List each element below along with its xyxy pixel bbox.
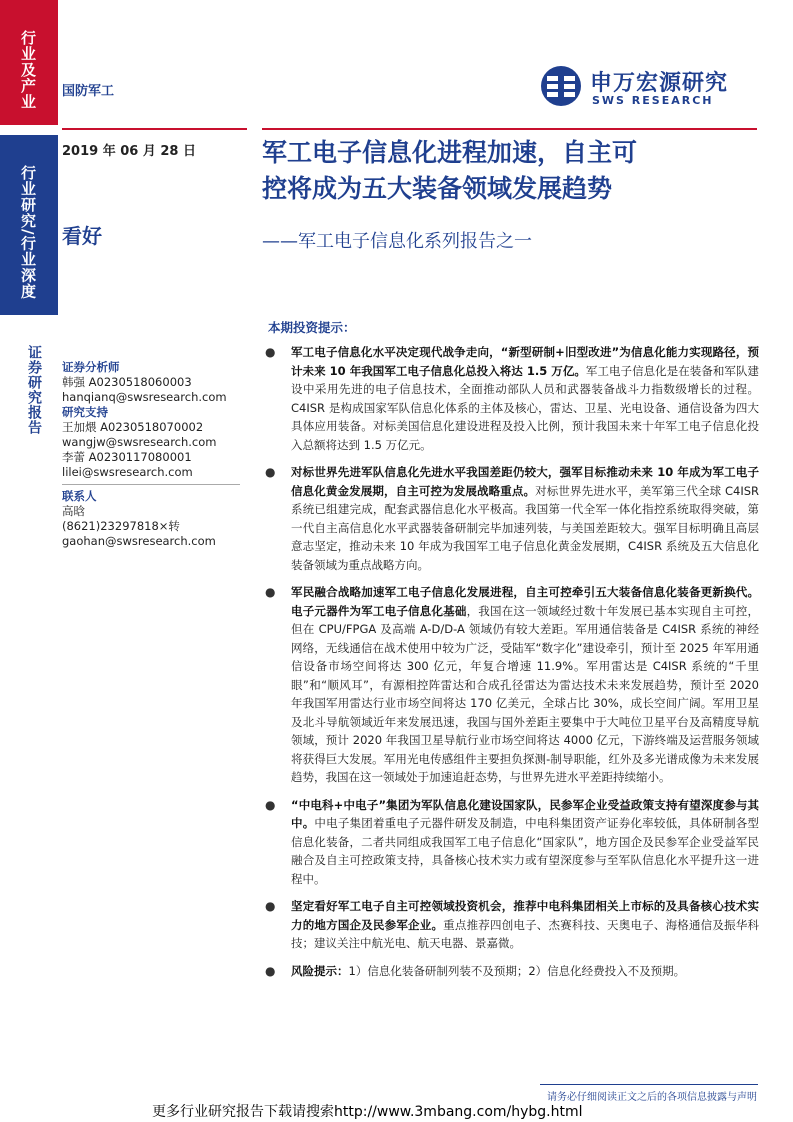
hint-bold: 风险提示： (291, 963, 349, 978)
report-title (262, 135, 762, 207)
hint-bold: 对标世界先进军队信息化先进水平我国差距仍较大，强军目标推动未来 10 年成为军工电子信息化黄金发展期，自主可控为发展战略重点。 (291, 465, 759, 498)
contact-phone: (8621)23297818×转 (62, 519, 180, 533)
divider-left (62, 128, 247, 130)
hint-item (262, 897, 759, 953)
bullet-icon: ● (265, 963, 276, 978)
hint-item (262, 583, 759, 787)
bullet-icon: ● (265, 345, 276, 359)
side-label-industry: 行业及产业 (19, 30, 37, 110)
hint-text: 军工电子信息化是在装备和军队建设中采用先进的电子信息技术，全面推动部队人员和武器装备战斗力指数级增长的过程。C4ISR 是构成国家军队信息化体系的主体及核心，雷达、卫星、光电设备、通信设备为四大具体应用装备。对标美国信息化建设进程及投入比例，预计我国未来十年军工电子信息化投入总额将达到 1.5 万亿元。 (291, 363, 759, 452)
hint-item (262, 962, 759, 981)
hint-text: 对标世界先进水平，美军第三代全球 C4ISR 系统已组建完成，配套武器信息化水平极高。我国第一代全军一体化指控系统取得突破，第一代自主高信息化水平武器装备研制完毕加速列装，与美国差距较大。强军目标明确且高层意志坚定，推动未来 10 年成为我国军工电子信息化黄金发展期，C4ISR 系统及五大信息化装备领域为重点战略方向。 (291, 483, 760, 572)
analyst-heading: 证券分析师 (62, 360, 120, 374)
sws-logo-icon (540, 62, 582, 110)
investment-hints-heading: 本期投资提示： (268, 320, 356, 335)
rating-label: 看好 (62, 224, 102, 248)
support-email-1: wangjw@swsresearch.com (62, 435, 217, 449)
bullet-icon: ● (265, 797, 276, 812)
investment-hints (262, 343, 759, 989)
support-name-1: 王加煨 A0230518070002 (62, 420, 204, 434)
hint-bold: 坚定看好军工电子自主可控领域投资机会，推荐中电科集团相关上市标的及具备核心技术实力的地方国企及民参军企业。 (291, 899, 759, 932)
support-email-2: lilei@swsresearch.com (62, 465, 193, 479)
hint-item (262, 343, 759, 454)
sws-logo (540, 62, 755, 110)
hint-text: ，我国在这一领域经过数十年发展已基本实现自主可控，但在 CPU/FPGA 及高端 A-D/D-A 领域仍有较大差距。军用通信装备是 C4ISR 系统的神经网络，无线通信在战术使用中较为广泛，受陆军“数字化”建设牵引，预计至 2025 年军用通信设备市场空间将达 300 亿元，年复合增速 11.9%。军用雷达是 C4ISR 系统的“千里眼”和“顺风耳”，有源相控阵雷达和合成孔径雷达为雷达技术未来发展趋势，预计至 2020 年我国军用雷达行业市场空间将达 170 亿美元，全球占比 30%，成长空间广阔。军用卫星及北斗导航领域近年来发展迅速，我国与国外差距主要集中于大吨位卫星平台及高精度导航领域，预计 2020 年我国卫星导航行业市场空间将达 4000 亿元，下游终端及运营服务领域将获得巨大发展。军用光电传感组件主要担负探测-制导职能，红外及多光谱成像为未来发展趋势，我国在这一领域处于加速追赶态势，与世界先进水平差距持续缩小。 (291, 603, 759, 784)
hint-text: 中电子集团着重电子元器件研发及制造，中电科集团资产证券化率较低，具体研制各型信息化装备，二者共同组成我国军工电子信息化“国家队”，地方国企及民参军企业受益军民融合及自主可控政策支持，具备核心技术实力或有望深度参与至军队信息化水平提升这一进程中。 (291, 816, 760, 886)
analyst-name: 韩强 A0230518060003 (62, 375, 192, 389)
title-line-2: 控将成为五大装备领域发展趋势 (262, 174, 613, 203)
support-name-2: 李蕾 A0230117080001 (62, 450, 192, 464)
side-label-research: 行业研究/行业深度 (19, 165, 37, 300)
side-label-securities: 证券研究报告 (26, 345, 42, 435)
hint-bold: 军民融合战略加速军工电子信息化发展进程，自主可控牵引五大装备信息化装备更新换代。电子元器件为军工电子信息化基础 (291, 585, 759, 618)
analyst-email: hanqianq@swsresearch.com (62, 390, 227, 404)
support-heading: 研究支持 (62, 405, 108, 419)
hint-item (262, 463, 759, 574)
analyst-info (62, 360, 252, 549)
divider-right (262, 128, 757, 130)
title-line-1: 军工电子信息化进程加速，自主可 (262, 138, 638, 167)
sector-label: 国防军工 (62, 84, 115, 99)
logo-text-en: SWS RESEARCH (592, 94, 714, 107)
contact-heading: 联系人 (62, 489, 97, 503)
contact-name: 高晗 (62, 504, 85, 518)
report-date: 2019 年 06 月 28 日 (62, 144, 196, 159)
download-link-text[interactable]: 更多行业研究报告下载请搜索http://www.3mbang.com/hybg.html (152, 1104, 583, 1120)
disclosure-note: 请务必仔细阅读正文之后的各项信息披露与声明 (547, 1092, 757, 1103)
bullet-icon: ● (265, 465, 276, 479)
hint-item (262, 796, 759, 889)
footnote-divider (540, 1084, 758, 1085)
hint-bold: 军工电子信息化水平决定现代战争走向，“新型研制+旧型改进”为信息化能力实现路径，预计未来 10 年我国军工电子信息化总投入将达 1.5 万亿。 (291, 345, 759, 378)
hint-bold: “中电科+中电子”集团为军队信息化建设国家队，民参军企业受益政策支持有望深度参与其中。 (291, 797, 759, 830)
report-subtitle: ——军工电子信息化系列报告之一 (262, 231, 532, 252)
hint-text: 1）信息化装备研制列装不及预期；2）信息化经费投入不及预期。 (348, 963, 686, 978)
logo-text-cn: 申万宏源研究 (590, 71, 729, 96)
hint-text: 重点推荐四创电子、杰赛科技、天奥电子、海格通信及振华科技；建议关注中航光电、航天电器、景嘉微。 (291, 917, 760, 950)
contact-email: gaohan@swsresearch.com (62, 534, 216, 548)
bullet-icon: ● (265, 899, 276, 913)
bullet-icon: ● (265, 585, 276, 599)
info-separator (62, 484, 240, 485)
